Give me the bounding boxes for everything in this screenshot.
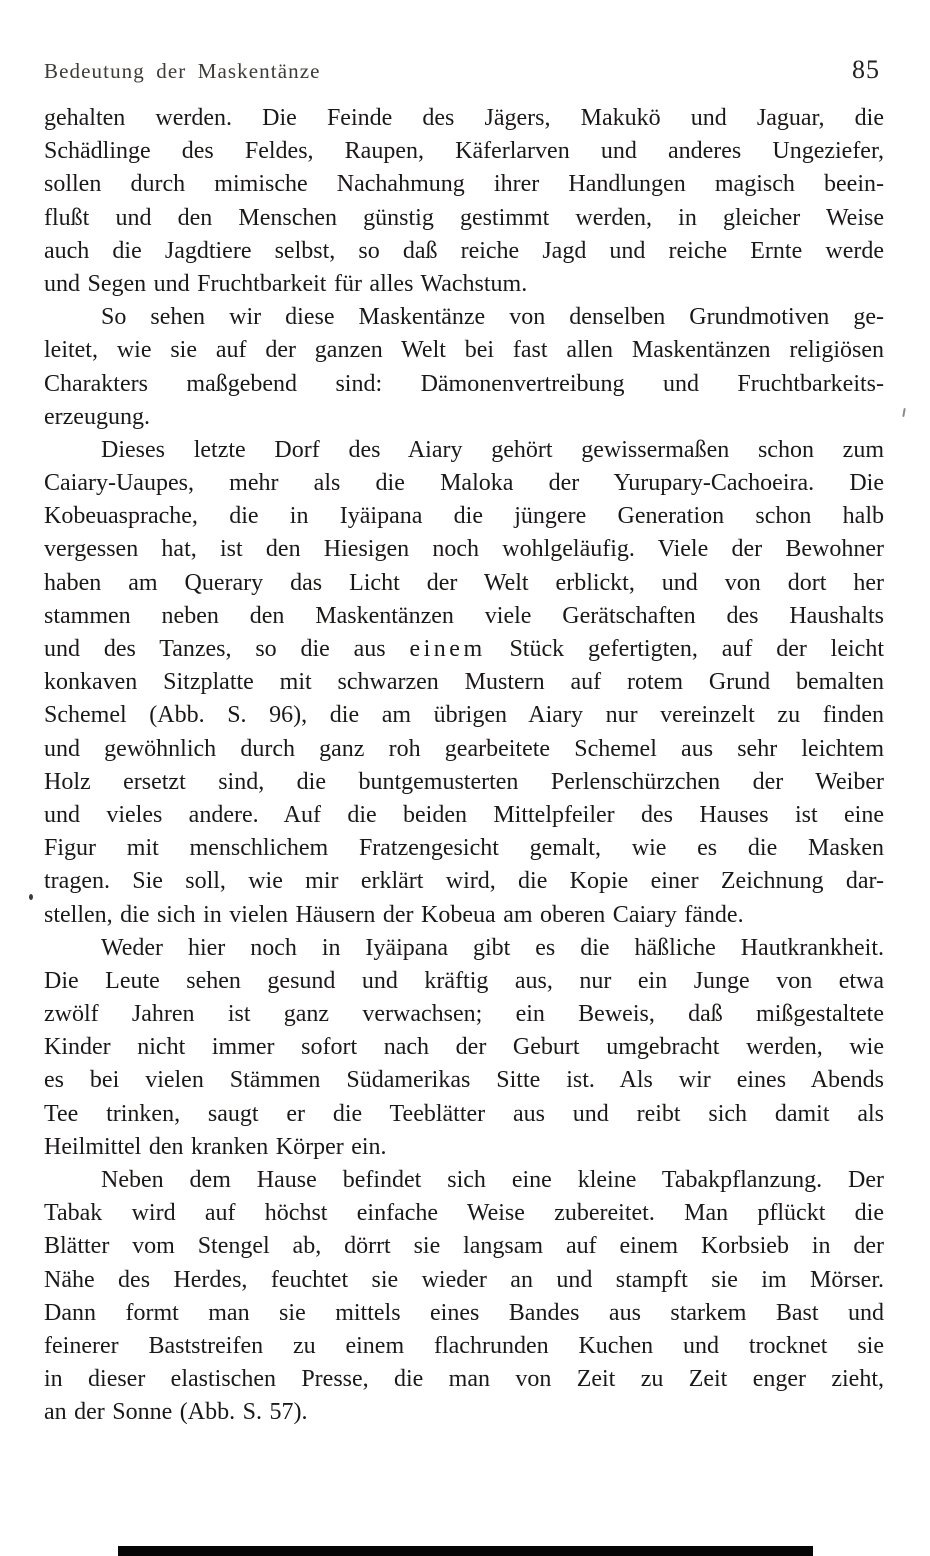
text-line: Holz ersetzt sind, die buntgemusterten Perlenschürzchen der Weiber <box>44 768 884 795</box>
text-line: in dieser elastischen Presse, die man von Zeit zu Zeit enger zieht, <box>44 1366 884 1393</box>
text-line: Schemel (Abb. S. 96), die am übrigen Aiary nur vereinzelt zu finden <box>44 702 884 729</box>
text-line: Kinder nicht immer sofort nach der Geburt umgebracht werden, wie <box>44 1034 884 1061</box>
text-line: Kobeuasprache, die in Iyäipana die jüngere Generation schon halb <box>44 503 884 530</box>
text-line: und gewöhnlich durch ganz roh gearbeitete Schemel aus sehr leichtem <box>44 735 884 762</box>
text-line: tragen. Sie soll, wie mir erklärt wird, die Kopie einer Zeichnung dar- <box>44 868 884 895</box>
text-line: konkaven Sitzplatte mit schwarzen Mustern auf rotem Grund bemalten <box>44 669 884 696</box>
text-line: Neben dem Hause befindet sich eine kleine Tabakpflanzung. Der <box>101 1167 884 1193</box>
text-line: leitet, wie sie auf der ganzen Welt bei fast allen Maskentänzen religiösen <box>44 337 884 364</box>
emphasized-word: einem <box>409 636 486 662</box>
text-segment: Stück gefertigten, auf der leicht <box>485 636 884 662</box>
text-line: So sehen wir diese Maskentänze von denselben Grundmotiven ge- <box>101 304 884 331</box>
scan-tick-artifact <box>902 408 906 417</box>
text-line: und Segen und Fruchtbarkeit für alles Wachstum. <box>44 270 528 297</box>
text-line <box>44 633 884 666</box>
text-line: zwölf Jahren ist ganz verwachsen; ein Beweis, daß mißgestaltete <box>44 1001 884 1028</box>
text-segment: und des Tanzes, so die aus <box>44 636 410 662</box>
text-line: Heilmittel den kranken Körper ein. <box>44 1133 387 1160</box>
text-line: vergessen hat, ist den Hiesigen noch wohlgeläufig. Viele der Bewohner <box>44 536 884 563</box>
scan-edge-bar-artifact <box>118 1546 813 1556</box>
text-line: gehalten werden. Die Feinde des Jägers, Makukö und Jaguar, die <box>44 105 884 131</box>
text-line: Dieses letzte Dorf des Aiary gehört gewissermaßen schon zum <box>101 436 884 463</box>
text-line: Figur mit menschlichem Fratzengesicht gemalt, wie es die Masken <box>44 835 884 862</box>
text-line: Charakters maßgebend sind: Dämonenvertreibung und Fruchtbarkeits- <box>44 370 884 397</box>
text-line: an der Sonne (Abb. S. 57). <box>44 1399 308 1426</box>
text-line: Tee trinken, saugt er die Teeblätter aus und reibt sich damit als <box>44 1100 884 1127</box>
text-line: Nähe des Herdes, feuchtet sie wieder an und stampft sie im Mörser. <box>44 1266 884 1293</box>
text-line: feinerer Baststreifen zu einem flachrunden Kuchen und trocknet sie <box>44 1332 884 1359</box>
page-number: 85 <box>852 55 880 84</box>
text-line: es bei vielen Stämmen Südamerikas Sitte ist. Als wir eines Abends <box>44 1067 884 1094</box>
text-line: Schädlinge des Feldes, Raupen, Käferlarven und anderes Ungeziefer, <box>44 138 884 165</box>
scan-speck-artifact <box>29 894 33 900</box>
header-title: Bedeutung der Maskentänze <box>44 59 321 83</box>
text-line: flußt und den Menschen günstig gestimmt werden, in gleicher Weise <box>44 204 884 231</box>
running-header <box>44 55 880 85</box>
text-line: sollen durch mimische Nachahmung ihrer Handlungen magisch beein- <box>44 171 884 198</box>
text-line: auch die Jagdtiere selbst, so daß reiche Jagd und reiche Ernte werde <box>44 237 884 264</box>
text-line: stellen, die sich in vielen Häusern der Kobeua am oberen Caiary fände. <box>44 901 744 928</box>
text-line: Blätter vom Stengel ab, dörrt sie langsam auf einem Korbsieb in der <box>44 1233 884 1260</box>
text-line: Weder hier noch in Iyäipana gibt es die häßliche Hautkrankheit. <box>101 934 884 961</box>
text-line: erzeugung. <box>44 403 150 430</box>
text-line: Caiary-Uaupes, mehr als die Maloka der Yurupary-Cachoeira. Die <box>44 470 884 497</box>
text-block <box>44 102 884 1430</box>
text-line: und vieles andere. Auf die beiden Mittelpfeiler des Hauses ist eine <box>44 801 884 828</box>
text-line: stammen neben den Maskentänzen viele Gerätschaften des Haushalts <box>44 602 884 629</box>
text-line: Die Leute sehen gesund und kräftig aus, nur ein Junge von etwa <box>44 967 884 994</box>
text-line: Dann formt man sie mittels eines Bandes aus starkem Bast und <box>44 1299 884 1326</box>
text-line: Tabak wird auf höchst einfache Weise zubereitet. Man pflückt die <box>44 1200 884 1227</box>
text-line: haben am Querary das Licht der Welt erblickt, und von dort her <box>44 569 884 596</box>
